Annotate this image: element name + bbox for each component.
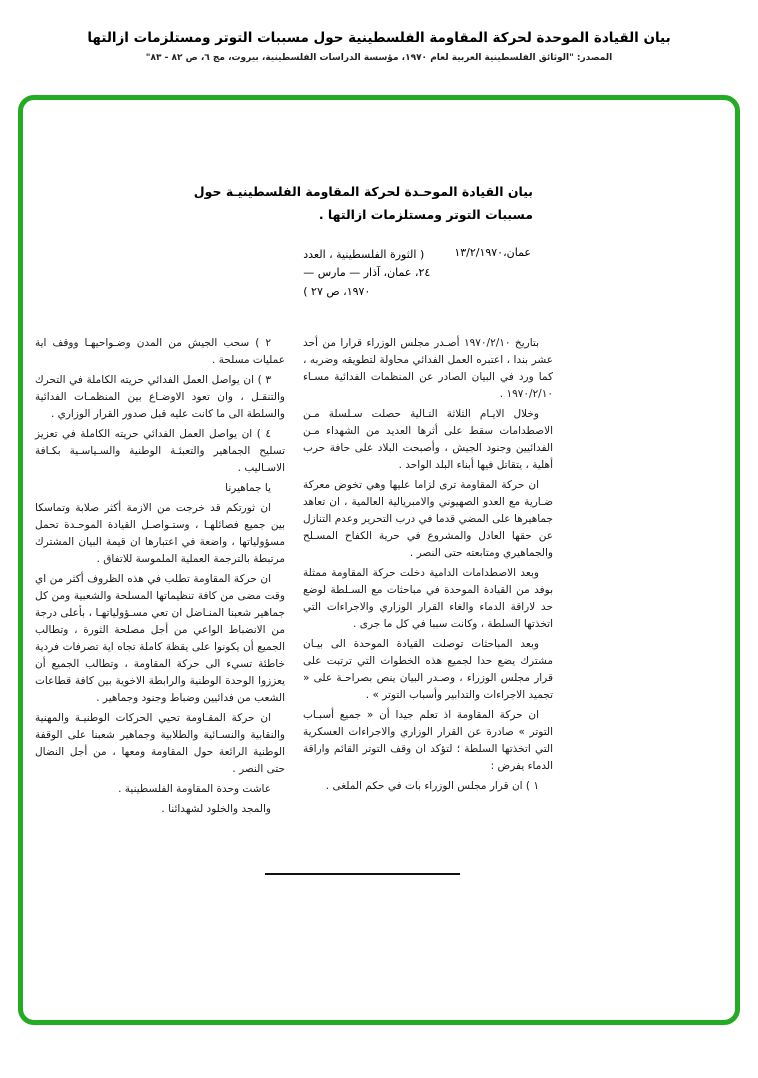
document-frame xyxy=(18,95,740,1025)
paragraph: يا جماهيرنا xyxy=(225,481,271,494)
body-columns xyxy=(35,335,553,821)
paragraph: وبعد المباحثات توصلت القيادة الموحدة الى بيـان مشترك يضع حدا لجميع هذه الخطوات التي ترتبت على قرار مجلس الوزراء ، وصـدر البيان ينص بصراحـة على « تجميد الاجراءات والتدابير وأسباب التوتر » . xyxy=(303,637,553,701)
paragraph: ١ ) ان قرار مجلس الوزراء بات في حكم الملغى . xyxy=(325,779,539,792)
dateline: عمان،١٣/٢/١٩٧٠ xyxy=(454,246,531,260)
separator-line xyxy=(265,873,460,875)
citation-line: ١٩٧٠، ص ٢٧ ) xyxy=(303,284,371,298)
paragraph: ٤ ) ان يواصل العمل الفدائي حريته الكاملة في تعزيز تسليح الجماهير والتعبئـة الوطنية والسـياسـية بكـافة الاسـاليب . xyxy=(35,427,285,474)
document-title-line2: مسببات التوتر ومستلزمات ازالتها . xyxy=(318,207,533,223)
paragraph: ٣ ) ان يواصل العمل الفدائي حريته الكاملة في التحرك والتنقـل ، وان تعود الاوضـاع بين المنظمـات الفدائية والسلطة الى ما كانت عليه قبل صدور القرار الوزاري . xyxy=(35,373,285,420)
paragraph: ان حركة المقاومة تطلب في هذه الظروف أكثر من اي وقت مضى من كافة تنظيماتها المسلحة والشعبية ومن كل جماهير شعبنا المنـاضل ان تعي مسـؤولياتهـا ، بأعلى درجة من الانضباط الواعي من أجل مصلحة الثورة ، وتطالب الجميع أن يكونوا على يقظة كاملة تجاه اية تصرفات فردية خاطئة تسيء الى حركة المقاومة ، وتطالب الجميع أن يعززوا الوحدة الوطنية والرابطة الاخوية بين كافة قطاعات الشعب من فدائيين وضباط وجنود وجماهير . xyxy=(35,572,285,704)
scanned-document xyxy=(35,180,553,875)
column-right xyxy=(303,335,553,798)
paragraph: ان حركة المقـاومة تحيي الحركات الوطنيـة والمهنية والنقابية والنسـائية والطلابية وجماهير شعبنا على الوقفة الوطنية الرائعة حول المقاومة ومعها ، من أجل النضال حتى النصر . xyxy=(35,711,285,775)
citation-line: ٢٤، عمان، آذار — مارس — xyxy=(303,266,431,280)
document-title xyxy=(35,180,533,226)
citation-line: ( الثورة الفلسطينية ، العدد xyxy=(303,248,425,262)
paragraph: ٢ ) سحب الجيش من المدن وضـواحيهـا ووقف اية عمليات مسلحة . xyxy=(35,336,285,366)
paragraph: بتاريخ ١٩٧٠/٢/١٠ أصـدر مجلس الوزراء قرارا من أحد عشر بندا ، اعتبره العمل الفدائي محاولة لتطويقه وضربه ، كما ورد في البيان الصادر عن المنظمات الفدائية مسـاء ١٩٧٠/٢/١٠ . xyxy=(303,336,553,400)
document-title-line1: بيان القيادة الموحـدة لحركة المقاومة الفلسطينيـة حول xyxy=(193,184,533,199)
paragraph: عاشت وحدة المقاومة الفلسطينية . xyxy=(118,782,271,795)
paragraph: والمجد والخلود لشهدائنا . xyxy=(161,802,271,815)
paragraph: ان حركة المقاومة اذ تعلم جيدا أن « جميع أسبـاب التوتر » صادرة عن القرار الوزاري والاجراءات العسكرية التي اتخذتها السلطة ؛ لتؤكد ان وقف التوتر القائم واراقة الدماء يفرض : xyxy=(303,708,553,772)
paragraph: ان ثورتكم قد خرجت من الازمة أكثر صلابة وتماسكا بين جميع فصائلهـا ، وستـواصـل القيادة الموحـدة تحمل مسؤولياتها ، واضعة في اعتبارها ان قيمة البيان المشترك مرتبطة بالترجمة العملية الملموسة للاتفاق . xyxy=(35,501,285,565)
page-header xyxy=(0,0,758,63)
paragraph: ان حركة المقاومة ترى لزاما عليها وهي تخوض معركة ضـارية مع العدو الصهيوني والامبريالية العالمية ، ان تعاهد جماهيرها على المضي قدما في درب التحرير وعدم التنازل عن حقها العادل والمشروع في حرية الكفاح المسـلح والجماهيري ومتابعته حتى النصر . xyxy=(303,478,553,559)
page-title: بيان القيادة الموحدة لحركة المقاومة الفلسطينية حول مسببات التوتر ومستلزمات ازالتها xyxy=(87,30,671,46)
paragraph: وبعد الاصطدامات الدامية دخلت حركة المقاومة ممثلة بوفد من القيادة الموحدة في مباحثات مع السـلطة لوضع حد لاراقة الدماء والغاء القرار الوزاري والاجراءات التي اتخذتها السلطة ، وكانت سببا في كل ما جرى . xyxy=(303,566,553,630)
source-citation: المصدر: "الوثائق الفلسطينية العربية لعام ١٩٧٠، مؤسسة الدراسات الفلسطينية، بيروت، مج ٦، ص ٨٢ - ٨٣" xyxy=(145,53,613,63)
paragraph: وخلال الايـام الثلاثة التـالية حصلت سـلسلة مـن الاصطدامات سقط على أثرها العديد من الشهداء مـن الفدائيين وجنود الجيش ، وأصبحت البلاد على حافة حرب أهلية ، يتقاتل فيها أبناء البلد الواحد . xyxy=(303,407,553,471)
column-left xyxy=(35,335,285,821)
journal-citation xyxy=(303,246,430,300)
document-meta xyxy=(35,246,531,300)
